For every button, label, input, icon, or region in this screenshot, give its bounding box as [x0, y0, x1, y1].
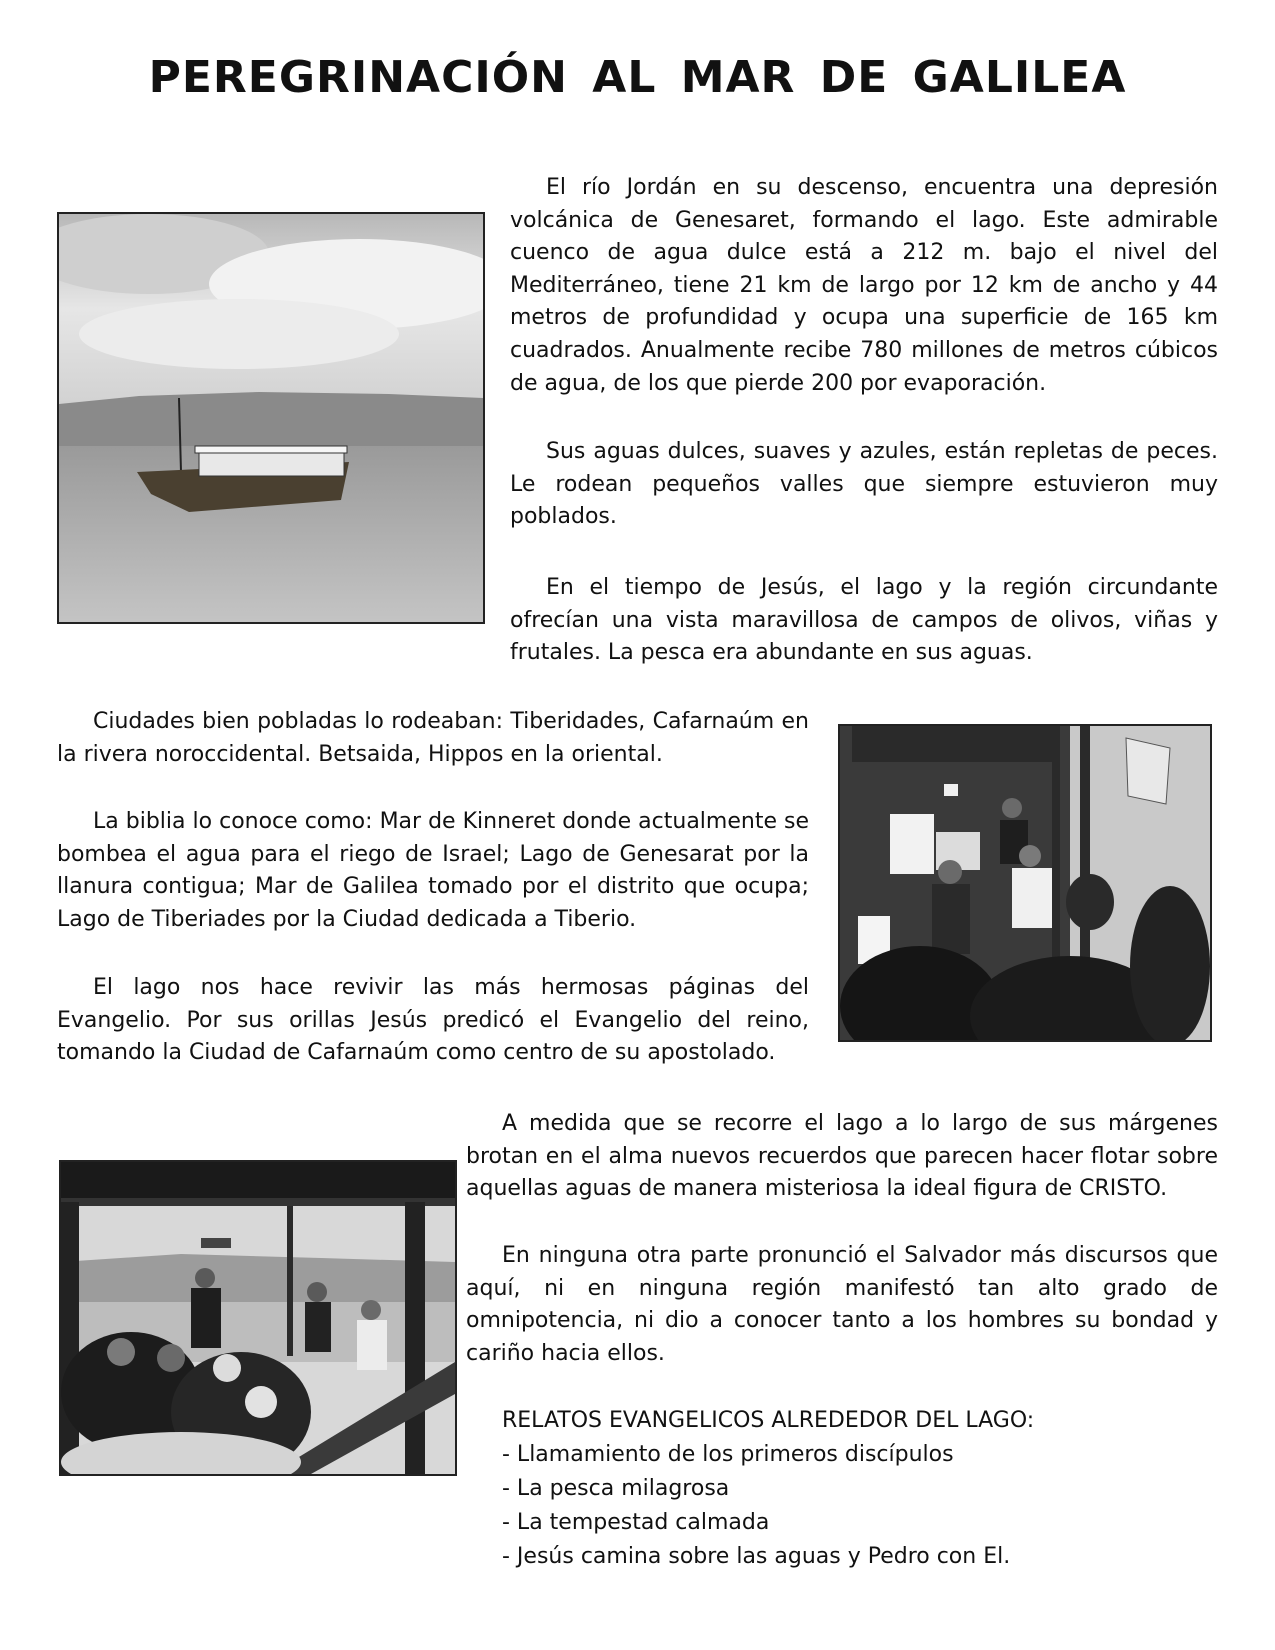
paragraph-jordan: El río Jordán en su descenso, encuentra una depresión volcánica de Genesaret, formando el lago. Este admirable cuenco de agua dulce está a 212 m. bajo el nivel del Mediterráneo, tiene 21 km de largo por 12 km de ancho y 44 metros de profundidad y ocupa una superficie de 165 km cuadrados. Anualmente recibe 780 millones de metros cúbicos de agua, de los que pierde 200 por evaporación.: [510, 175, 1218, 396]
list-item: - Jesús camina sobre las aguas y Pedro con El.: [502, 1544, 1011, 1569]
paragraph-tiempo-jesus: En el tiempo de Jesús, el lago y la región circundante ofrecían una vista maravillosa de campos de olivos, viñas y frutales. La pesca era abundante en sus aguas.: [510, 575, 1218, 666]
paragraph-evangelio: El lago nos hace revivir las más hermosas páginas del Evangelio. Por sus orillas Jesús predicó el Evangelio del reino, tomando la Ciudad de Cafarnaúm como centro de su apostolado.: [57, 975, 809, 1066]
paragraph-recorrido: A medida que se recorre el lago a lo largo de sus márgenes brotan en el alma nuevos recuerdos que parecen hacer flotar sobre aquellas aguas de manera misteriosa la ideal figura de CRISTO.: [466, 1111, 1218, 1202]
boat-on-lake-photo: [57, 212, 485, 624]
list-item: - Llamamiento de los primeros discípulos: [502, 1442, 954, 1467]
page-title: PEREGRINACIÓN AL MAR DE GALILEA: [148, 52, 1127, 103]
relatos-list-section: [502, 1404, 1202, 1574]
list-item: - La tempestad calmada: [502, 1510, 770, 1535]
mass-on-boat-photo: [838, 724, 1212, 1042]
pilgrims-on-boat-photo: [59, 1160, 457, 1476]
paragraph-biblia: La biblia lo conoce como: Mar de Kinneret donde actualmente se bombea el agua para el riego de Israel; Lago de Genesarat por la llanura contigua; Mar de Galilea tomado por el distrito que ocupa; Lago de Tiberiades por la Ciudad dedicada a Tiberio.: [57, 809, 809, 932]
list-item: - La pesca milagrosa: [502, 1476, 730, 1501]
relatos-list: [502, 1438, 1202, 1574]
paragraph-ciudades: Ciudades bien pobladas lo rodeaban: Tiberidades, Cafarnaúm en la rivera noroccidental. Betsaida, Hippos en la oriental.: [57, 709, 809, 767]
paragraph-aguas: Sus aguas dulces, suaves y azules, están repletas de peces. Le rodean pequeños valles que siempre estuvieron muy poblados.: [510, 439, 1218, 530]
relatos-heading: RELATOS EVANGELICOS ALREDEDOR DEL LAGO:: [502, 1408, 1035, 1433]
paragraph-salvador: En ninguna otra parte pronunció el Salvador más discursos que aquí, ni en ninguna región manifestó tan alto grado de omnipotencia, ni dio a conocer tanto a los hombres su bondad y cariño hacia ellos.: [466, 1243, 1218, 1366]
